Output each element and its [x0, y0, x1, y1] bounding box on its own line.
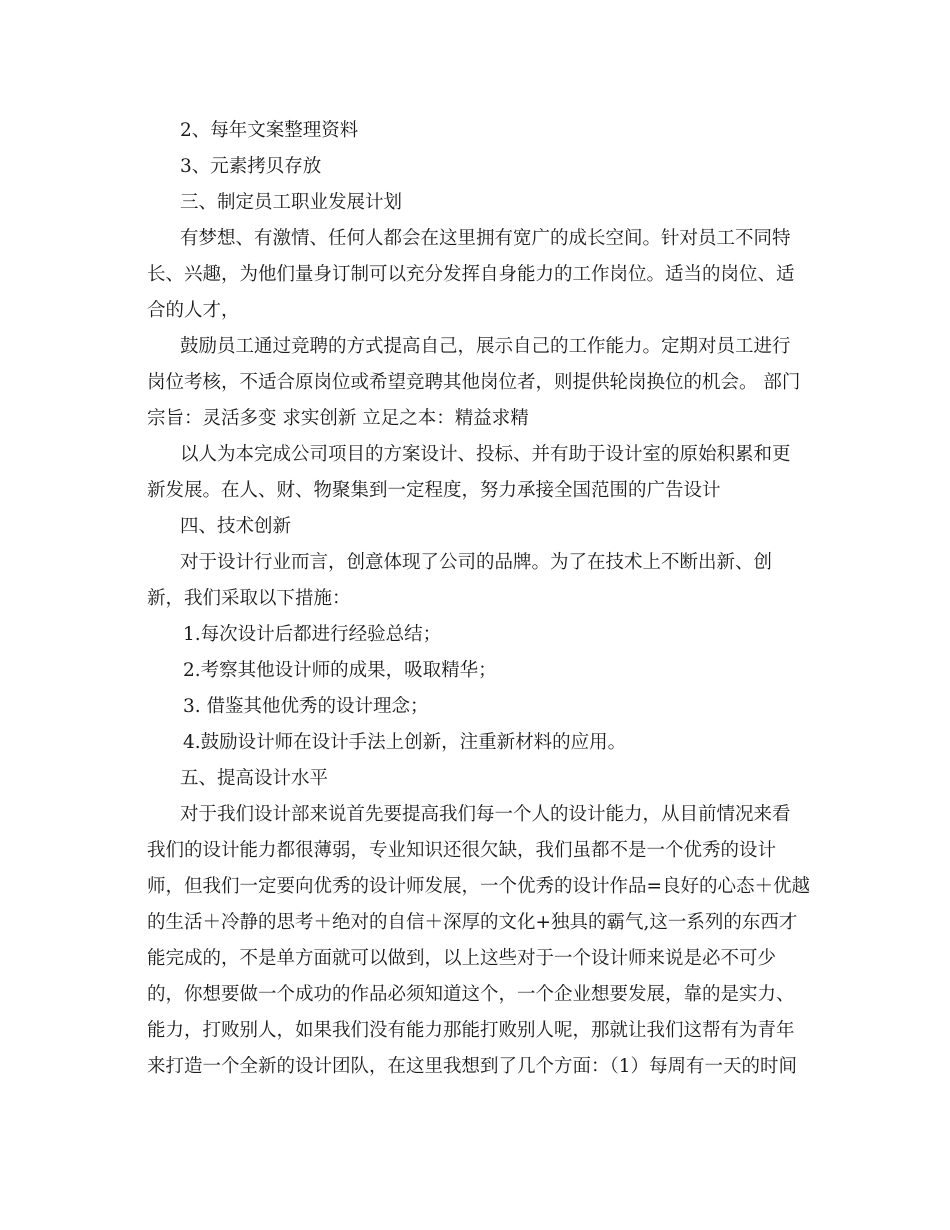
paragraph-line: 以人为本完成公司项目的方案设计、投标、并有助于设计室的原始积累和更 [180, 444, 791, 465]
paragraph-line: 对于我们设计部来说首先要提高我们每一个人的设计能力，从目前情况来看 [180, 804, 791, 825]
paragraph-line: 我们的设计能力都很薄弱，专业知识还很欠缺，我们虽都不是一个优秀的设计 [147, 840, 777, 861]
paragraph-line: 合的人才， [147, 300, 240, 321]
list-item: 2.考察其他设计师的成果，吸取精华； [183, 660, 497, 681]
section-heading: 三、制定员工职业发展计划 [180, 192, 403, 213]
paragraph-line: 岗位考核，不适合原岗位或希望竞聘其他岗位者，则提供轮岗换位的机会。 部门 [147, 372, 801, 393]
list-item: 3、元素拷贝存放 [180, 156, 322, 177]
list-item: 1.每次设计后都进行经验总结； [183, 624, 442, 645]
paragraph-line: 宗旨：灵活多变 求实创新 立足之本：精益求精 [147, 408, 529, 429]
paragraph-line: 能力，打败别人，如果我们没有能力那能打败别人呢，那就让我们这帮有为青年 [147, 1020, 795, 1041]
paragraph-line: 师，但我们一定要向优秀的设计师发展，一个优秀的设计作品=良好的心态＋优越 [147, 876, 811, 897]
paragraph-line: 新，我们采取以下措施： [147, 588, 351, 609]
paragraph-line: 的生活＋冷静的思考＋绝对的自信＋深厚的文化+独具的霸气,这一系列的东西才 [147, 912, 798, 933]
paragraph-line: 能完成的，不是单方面就可以做到，以上这些对于一个设计师来说是必不可少 [147, 948, 777, 969]
paragraph-line: 长、兴趣，为他们量身订制可以充分发挥自身能力的工作岗位。适当的岗位、适 [147, 264, 795, 285]
paragraph-line: 新发展。在人、财、物聚集到一定程度，努力承接全国范围的广告设计 [147, 480, 721, 501]
list-item: 4.鼓励设计师在设计手法上创新，注重新材料的应用。 [183, 732, 627, 753]
list-item: 3. 借鉴其他优秀的设计理念； [183, 696, 429, 717]
paragraph-line: 有梦想、有激情、任何人都会在这里拥有宽广的成长空间。针对员工不同特 [180, 228, 791, 249]
section-heading: 四、技术创新 [180, 516, 292, 537]
paragraph-line: 鼓励员工通过竞聘的方式提高自己，展示自己的工作能力。定期对员工进行 [180, 336, 791, 357]
paragraph-line: 对于设计行业而言，创意体现了公司的品牌。为了在技术上不断出新、创 [180, 552, 773, 573]
paragraph-line: 来打造一个全新的设计团队，在这里我想到了几个方面：（1）每周有一天的时间 [147, 1056, 798, 1077]
list-item: 2、每年文案整理资料 [180, 120, 359, 141]
paragraph-line: 的，你想要做一个成功的作品必须知道这个，一个企业想要发展，靠的是实力、 [147, 984, 795, 1005]
section-heading: 五、提高设计水平 [180, 768, 329, 789]
